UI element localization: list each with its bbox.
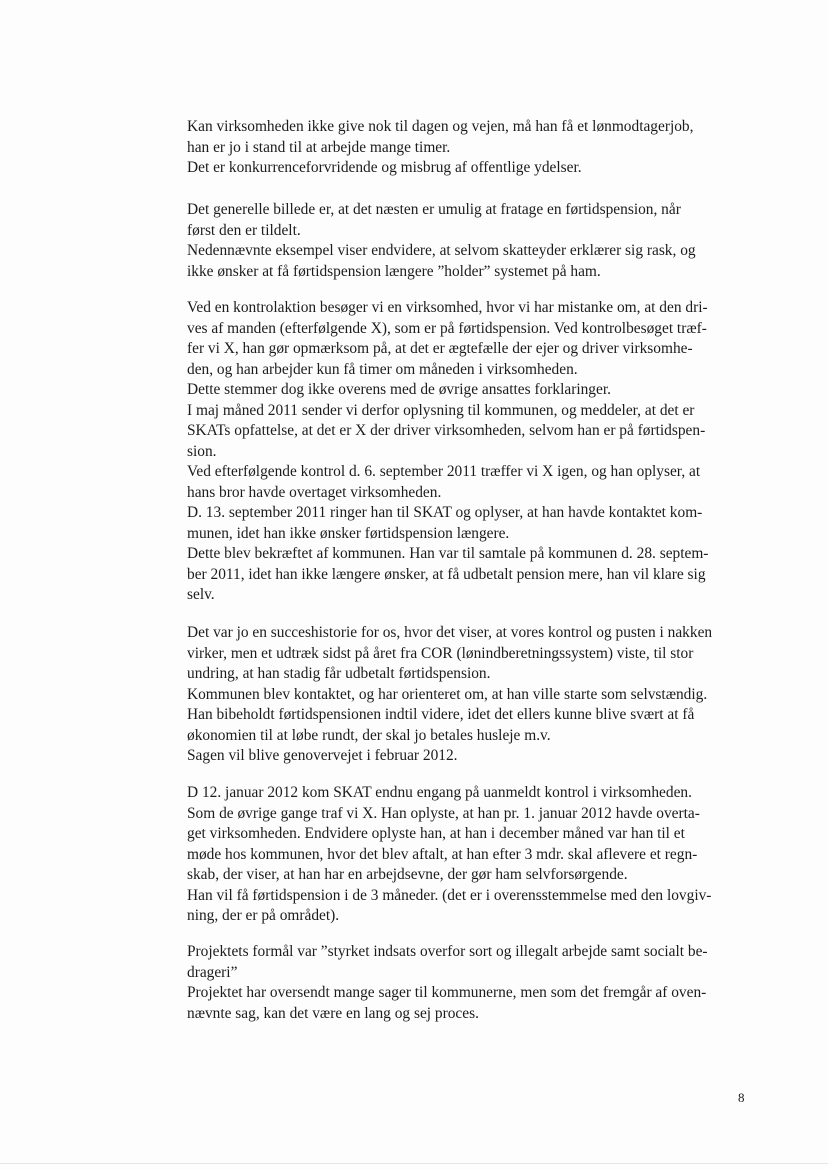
- text-line: D. 13. september 2011 ringer han til SKAT og oplyser, at han havde kontaktet kom-: [187, 504, 703, 521]
- text-line: Det var jo en succeshistorie for os, hvor det viser, at vores kontrol og pusten i nakken: [187, 624, 713, 641]
- text-line: undring, at han stadig får udbetalt førtidspension.: [187, 665, 491, 682]
- text-line: selv.: [187, 586, 215, 603]
- text-line: ber 2011, idet han ikke længere ønsker, at få udbetalt pension mere, han vil klare sig: [187, 565, 706, 583]
- text-line: Dette blev bekræftet af kommunen. Han var til samtale på kommunen d. 28. septem-: [187, 545, 709, 562]
- text-line: Ved efterfølgende kontrol d. 6. september 2011 træffer vi X igen, og han oplyser, at: [187, 463, 701, 480]
- text-line: Det generelle billede er, at det næsten er umulig at fratage en førtidspension, når: [187, 201, 681, 218]
- text-line: Projektets formål var ”styrket indsats overfor sort og illegalt arbejde samt socialt be-: [187, 943, 708, 960]
- text-line: økonomien til at løbe rundt, der skal jo betales husleje m.v.: [187, 726, 551, 744]
- text-line: Som de øvrige gange traf vi X. Han oplyste, at han pr. 1. januar 2012 havde overta-: [187, 804, 700, 822]
- text-line: møde hos kommunen, hvor det blev aftalt, at han efter 3 mdr. skal aflevere et regn-: [187, 845, 698, 863]
- text-line: Ved en kontrolaktion besøger vi en virksomhed, hvor vi har mistanke om, at den dri-: [187, 299, 708, 316]
- text-line: ikke ønsker at få førtidspension længere ”holder” systemet på ham.: [187, 262, 601, 280]
- paragraph-5: [187, 783, 769, 927]
- text-line: Dette stemmer dog ikke overens med de øvrige ansattes forklaringer.: [187, 381, 611, 398]
- text-line: Kommunen blev kontaktet, og har orienteret om, at han ville starte som selvstændig.: [187, 685, 708, 703]
- text-line: den, og han arbejder kun få timer om måneden i virksomheden.: [187, 360, 578, 378]
- text-line: fer vi X, han gør opmærksom på, at det er ægtefælle der ejer og driver virksomhe-: [187, 340, 693, 357]
- text-line: get virksomheden. Endvidere oplyste han, at han i december måned var han til et: [187, 825, 685, 842]
- text-line: hans bror havde overtaget virksomheden.: [187, 483, 442, 501]
- text-line: virker, men et udtræk sidst på året fra COR (lønindberetningssystem) viste, til stor: [187, 644, 694, 662]
- text-line: ves af manden (efterfølgende X), som er på førtidspension. Ved kontrolbesøget træf-: [187, 319, 707, 337]
- text-line: Kan virksomheden ikke give nok til dagen og vejen, må han få et lønmodtagerjob,: [187, 118, 694, 135]
- text-line: Han vil få førtidspension i de 3 måneder. (det er i overensstemmelse med den lovgiv-: [187, 886, 712, 904]
- page-number: 8: [738, 1090, 745, 1105]
- paragraph-6: [187, 942, 769, 1024]
- text-line: Sagen vil blive genovervejet i februar 2012.: [187, 747, 458, 764]
- text-line: SKATs opfattelse, at det er X der driver virksomheden, selvom han er på førtidspen-: [187, 422, 706, 439]
- text-line: I maj måned 2011 sender vi derfor oplysning til kommunen, og meddeler, at det er: [187, 401, 695, 419]
- text-line: sion.: [187, 442, 217, 460]
- text-line: munen, idet han ikke ønsker førtidspension længere.: [187, 524, 510, 542]
- text-line: Det er konkurrenceforvridende og misbrug af offentlige ydelser.: [187, 159, 582, 176]
- text-line: Nedennævnte eksempel viser endvidere, at selvom skatteyder erklærer sig rask, og: [187, 242, 696, 259]
- text-line: ning, der er på området).: [187, 907, 340, 924]
- page-bottom-edge: [0, 1163, 828, 1164]
- paragraph-3: [187, 298, 769, 606]
- text-line: Han bibeholdt førtidspensionen indtil videre, idet det ellers kunne blive svært at få: [187, 706, 695, 723]
- text-line: D 12. januar 2012 kom SKAT endnu engang på uanmeldt kontrol i virksomheden.: [187, 784, 692, 801]
- text-line: drageri”: [187, 963, 238, 981]
- text-line: skab, der viser, at han har en arbejdsevne, der gør ham selvforsørgende.: [187, 866, 628, 883]
- paragraph-2: [187, 200, 769, 282]
- paragraph-1: [187, 117, 769, 179]
- text-line: nævnte sag, kan det være en lang og sej proces.: [187, 1004, 479, 1022]
- text-line: han er jo i stand til at arbejde mange timer.: [187, 138, 451, 156]
- text-line: Projektet har oversendt mange sager til kommunerne, men som det fremgår af oven-: [187, 984, 707, 1001]
- paragraph-4: [187, 623, 769, 767]
- text-line: først den er tildelt.: [187, 221, 301, 239]
